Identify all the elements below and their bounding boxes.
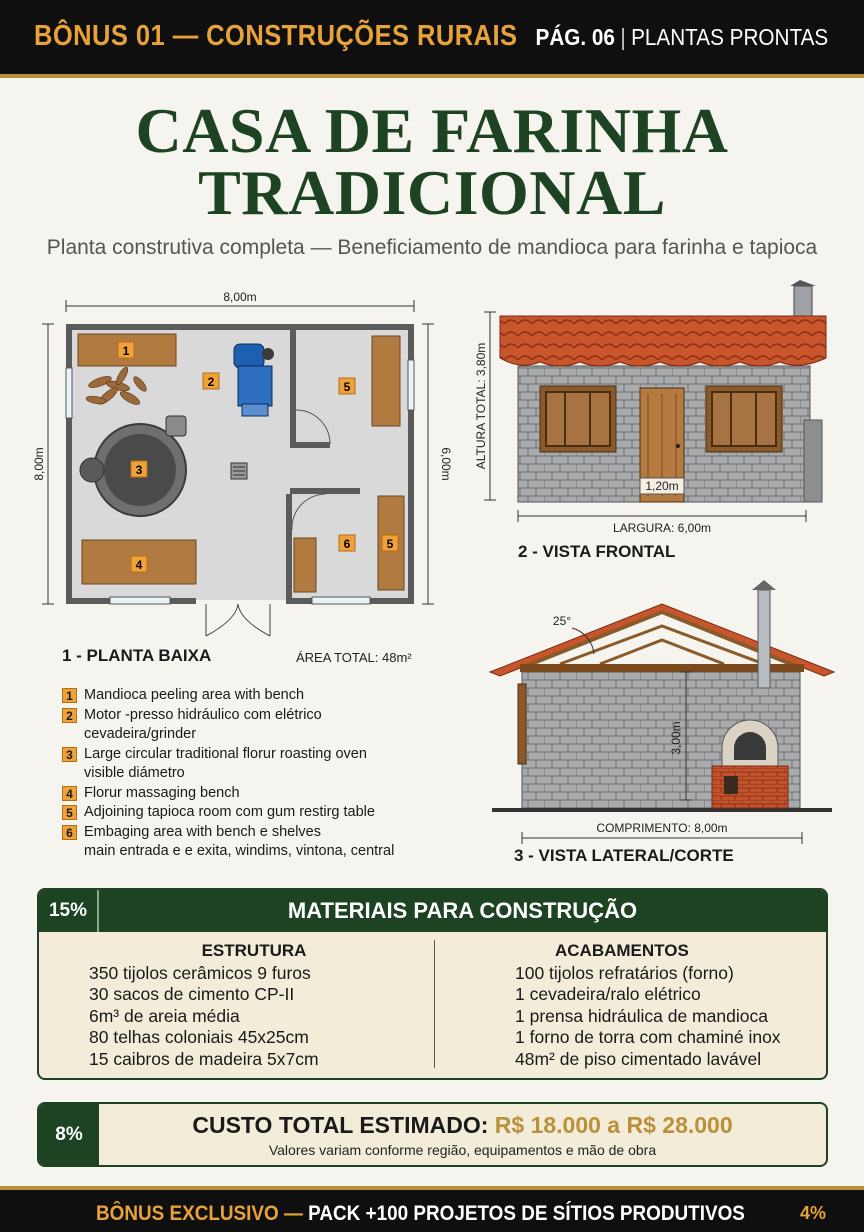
column-divider xyxy=(434,940,435,1068)
materials-percent: 15% xyxy=(39,890,99,932)
legend-item xyxy=(62,745,442,765)
legend-list xyxy=(62,686,442,862)
materials-header xyxy=(39,890,826,932)
footer-text xyxy=(96,1202,745,1226)
plan-dim-left: 8,00m xyxy=(32,447,46,481)
estrutura-item: 80 telhas coloniais 45x25cm xyxy=(89,1027,309,1047)
acabamentos-item: 1 forno de torra com chaminé inox xyxy=(515,1027,781,1047)
acabamentos-item: 1 cevadeira/ralo elétrico xyxy=(515,984,701,1004)
estrutura-item: 30 sacos de cimento CP-II xyxy=(89,984,295,1004)
svg-text:2: 2 xyxy=(207,375,215,389)
window-left xyxy=(66,368,72,418)
side-caption: 3 - VISTA LATERAL/CORTE xyxy=(514,846,734,865)
footer-percent: 4% xyxy=(799,1203,826,1223)
oven-base xyxy=(712,766,788,808)
legend-item-continuation xyxy=(62,764,442,784)
tapioca-table xyxy=(372,336,400,426)
window-right xyxy=(408,360,414,410)
legend-item xyxy=(62,706,442,726)
plan-caption: 1 - PLANTA BAIXA xyxy=(62,646,212,665)
title-line-2: TRADICIONAL xyxy=(198,157,666,228)
front-view xyxy=(474,280,826,535)
wall-interior-1 xyxy=(290,330,296,442)
estrutura-column xyxy=(89,940,419,1070)
legend-item xyxy=(62,823,442,843)
side-chimney xyxy=(758,590,770,688)
legend-item xyxy=(62,784,442,804)
wall-interior-2 xyxy=(290,488,360,494)
legend-text: Embaging area with bench e shelves xyxy=(84,823,321,840)
legend-text: main entrada e e exita, windims, vintona, central xyxy=(84,843,395,859)
svg-text:6: 6 xyxy=(343,537,351,551)
legend-number: 4 xyxy=(62,786,77,801)
cost-percent: 8% xyxy=(39,1104,99,1165)
cost-value: R$ 18.000 a R$ 28.000 xyxy=(494,1112,733,1138)
svg-text:4: 4 xyxy=(135,558,143,572)
cost-panel xyxy=(37,1102,828,1167)
materials-panel xyxy=(37,888,828,1080)
legend-item-continuation xyxy=(62,725,442,745)
window-bottom-left xyxy=(110,597,170,604)
plan-area: ÁREA TOTAL: 48m² xyxy=(296,650,412,665)
legend-text: Florur massaging bench xyxy=(84,784,240,801)
estrutura-item: 350 tijolos cerâmicos 9 furos xyxy=(89,962,311,983)
floor-plan xyxy=(32,290,453,636)
estrutura-item: 6m³ de areia média xyxy=(89,1005,240,1026)
front-width: LARGURA: 6,00m xyxy=(612,521,712,535)
section-name: PLANTAS PRONTAS xyxy=(630,24,828,50)
materials-title: MATERIAIS PARA CONSTRUÇÃO xyxy=(287,898,638,923)
legend-text: Large circular traditional florur roasting oven xyxy=(84,745,367,762)
front-caption: 2 - VISTA FRONTAL xyxy=(518,542,676,561)
svg-text:5: 5 xyxy=(386,537,394,551)
plan-dim-right: 6,00m xyxy=(439,447,453,481)
legend-text: Adjoining tapioca room com gum restirg table xyxy=(84,804,375,820)
motor-press xyxy=(234,344,274,416)
legend-text: Motor -presso hidráulico com elétrico xyxy=(84,706,322,723)
front-height: ALTURA TOTAL: 3,80m xyxy=(474,342,488,470)
front-roof xyxy=(500,316,826,366)
legend-item-continuation xyxy=(62,842,442,862)
cost-note: Valores variam conforme região, equipamentos e mão de obra xyxy=(268,1142,657,1158)
legend-number: 1 xyxy=(62,688,77,703)
packing-bench xyxy=(294,538,316,592)
svg-text:1: 1 xyxy=(122,344,130,358)
estrutura-title: ESTRUTURA xyxy=(201,941,307,960)
legend-number: 3 xyxy=(62,747,77,762)
separator: | xyxy=(620,24,626,50)
main-door xyxy=(206,604,270,636)
footer-highlight: BÔNUS EXCLUSIVO — xyxy=(96,1202,303,1225)
acabamentos-title: ACABAMENTOS xyxy=(555,941,689,960)
legend-number: 6 xyxy=(62,825,77,840)
legend-text: cevadeira/grinder xyxy=(84,726,197,742)
svg-text:5: 5 xyxy=(343,380,351,394)
cost-label: CUSTO TOTAL ESTIMADO: xyxy=(192,1112,489,1138)
estrutura-item: 15 caibros de madeira 5x7cm xyxy=(89,1048,319,1069)
plan-dim-width: 8,00m xyxy=(223,290,257,304)
side-height: 3,00m xyxy=(669,721,683,755)
footer-promo: PACK +100 PROJETOS DE SÍTIOS PRODUTIVOS xyxy=(308,1202,745,1225)
footer-bar xyxy=(0,1186,864,1232)
bonus-title: BÔNUS 01 — CONSTRUÇÕES RURAIS xyxy=(34,20,518,52)
legend-text: visible diámetro xyxy=(84,765,185,781)
svg-text:3: 3 xyxy=(135,463,143,477)
side-view xyxy=(490,580,834,844)
title-line-1: CASA DE FARINHA xyxy=(135,95,729,166)
acabamentos-item: 1 prensa hidráulica de mandioca xyxy=(515,1005,768,1026)
side-length: COMPRIMENTO: 8,00m xyxy=(596,821,728,835)
cost-line xyxy=(99,1112,826,1139)
roof-angle: 25° xyxy=(552,614,572,628)
legend-number: 2 xyxy=(62,708,77,723)
acabamentos-item: 48m² de piso cimentado lavável xyxy=(515,1048,762,1069)
legend-item xyxy=(62,686,442,706)
legend-number: 5 xyxy=(62,805,77,820)
legend-text: Mandioca peeling area with bench xyxy=(84,687,305,703)
legend-item xyxy=(62,803,442,823)
page-subtitle: Planta construtiva completa — Beneficiamento de mandioca para farinha e tapioca xyxy=(46,236,818,259)
door-width: 1,20m xyxy=(645,479,679,493)
page-number: PÁG. 06 xyxy=(535,24,615,50)
window-bottom-right xyxy=(312,597,370,604)
acabamentos-column xyxy=(515,940,815,1070)
acabamentos-item: 100 tijolos refratários (forno) xyxy=(515,962,734,983)
